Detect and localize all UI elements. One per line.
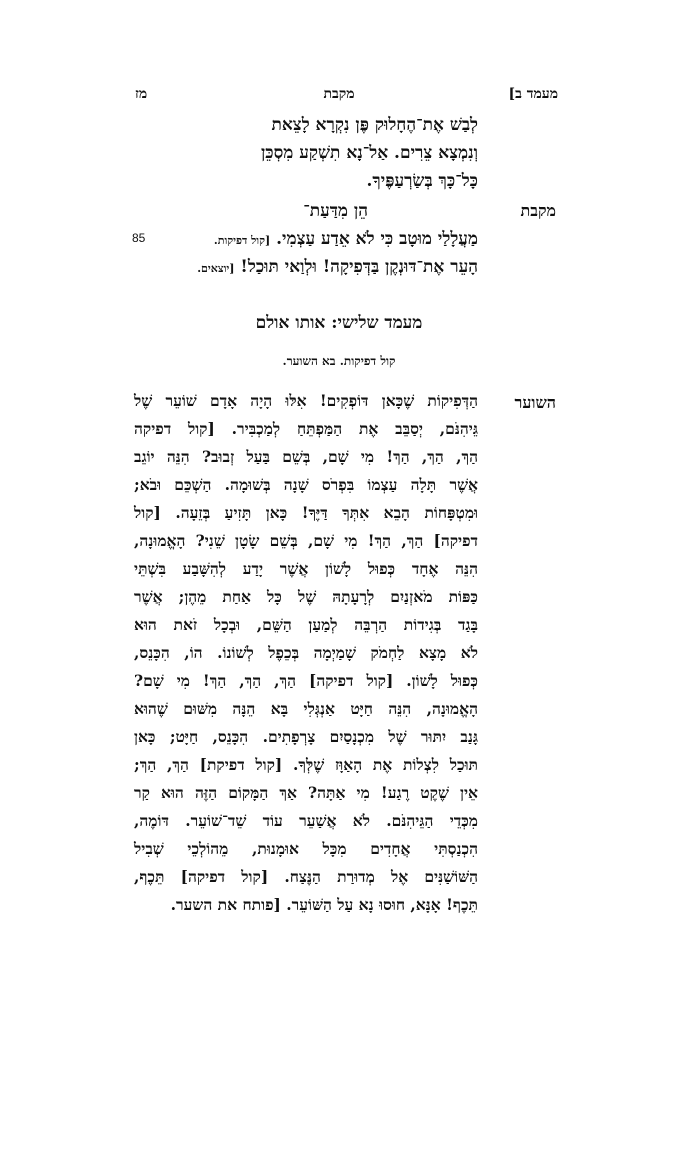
scene-title: מעמד שלישי: אותו אולם [255,313,423,333]
line-number: 85 [132,231,146,245]
prose-line: הַשּׁוֹשַׁנִּים אֶל מְדוּרַת הַנֶּצַח. [קול דפיקה] תֵּכֶף, [134,867,478,886]
verse-line: הֵן מִדַּעַת־ [303,201,368,221]
prose-line: הַדְּפִיקוֹת שֶׁכָּאן דּוֹפְקִים! אִלּוּ הָיָה אָדָם שׁוֹעֵר שֶׁל [134,391,478,410]
verse-line-85 [214,228,478,252]
prose-line: הִכְנַסְתִּי אֲחָדִים מִכָּל אוּמָנוּת, מֵהוֹלְכֵי שְׁבִיל [134,839,478,858]
prose-line: מִכְּדֵי הַגֵּיהִנֹּם. לֹא אֲשַׁעֵר עוֹד שֵׁד־שׁוֹעֵר. דּוֹמֶה, [134,811,478,830]
verse-line: לְבַשׁ אֶת־הֶחָלוּק פֶּן נִקְרָא לָצֵאת [271,115,478,135]
prose-line: כְּפוּל לָשׁוֹן. [קול דפיקה] הַךְ, הַךְ, הַךְ! מִי שָׁם? [134,671,478,690]
prose-line: גָּנַב יִתּוּר שֶׁל מִכְנָסַיִם צָרְפָתִים. הִכָּנֵס, חַיָּט; כָּאן [134,727,478,746]
speaker-label: השוער [514,393,556,412]
verse-line [197,256,478,280]
verse-text: הָעֵר אֶת־דּוּנְקֶן בַּדְּפִיקָה! וּלְוַאי תּוּכַל! [240,257,478,277]
prose-line: גֵּיהִנֹּם, יְסַבֵּב אֶת הַמַּפְתֵּחַ לְמַכְבִּיר. [קול דפיקה [134,419,478,438]
prose-line: לֹא מָצָא לַחְמֹק שָׁמַיְמָה בְּכֵפֶל לְשׁוֹנוֹ. הוֹ, הִכָּנֵס, [134,643,478,662]
prose-line: תּוּכַל לִצְלוֹת אֶת הָאַוָּז שֶׁלְּךָ. [קול דפיקת] הַךְ, הַךְ; [134,755,478,774]
prose-line: כַּפּוֹת מֹאזְנַיִם לְרָעָתָהּ שֶׁל כָּל אַחַת מֵהֶן; אֲשֶׁר [134,587,478,606]
stage-direction: [יוצאים. [197,262,235,275]
verse-line: וְנִמְצָא צֵרִים. אַל־נָא תִשְׁקַע מִסְכֵּן [260,143,478,163]
running-header-title: מקבת [323,86,355,102]
prose-line: אֵין שֶׁקֶט רֶגַע! מִי אַתָּה? אַךְ הַמָּקוֹם הַזֶּה הוּא קַר [134,783,478,802]
prose-line: בָּגַד בְּגִידוֹת הַרְבֵּה לְמַעַן הַשֵּׁם, וּבְכָל זֹאת הוּא [134,615,478,634]
stage-direction: [קול דפיקות. [213,234,271,247]
prose-line: דפיקה] הַךְ, הַךְ! מִי שָׁם, בְּשֵׁם שָׂטָן שֵׁנִי? הָאֱמוּנָה, [134,531,478,550]
speaker-label: מקבת [520,201,556,220]
scene-direction: קול דפיקות. בא השוער. [282,354,396,368]
prose-line: הִנֵּה אֶחָד כְּפוּל לָשׁוֹן אֲשֶׁר יָדַע לְהִשָּׁבַע בִּשְׁתֵּי [134,559,478,578]
prose-line: וּמִטְפָּחוֹת הָבֵא אִתְּךָ דַּיֶּךָ! כָּאן תָּזִיעַ בְּזֵעָה. [קול [134,503,478,522]
prose-line: הָאֱמוּנָה, הִנֵּה חַיָּט אַנְגְּלִי בָּא הֵנָּה מִשּׁוּם שֶׁהוּא [134,699,478,718]
verse-line: כָּל־כָּךְ בְּשַׂרְעַפֶּיךָ. [366,171,478,191]
verse-text: מַעֲלָלַי מוּטָב כִּי לֹא אֵדַע עַצְמִי. [276,229,478,249]
prose-line: הַךְ, הַךְ, הַךְ! מִי שָׁם, בְּשֵׁם בַּעַל זְבוּב? הִנֵּה יוֹגֵב [134,447,478,466]
prose-line: תֵּכֶף! אָנָּא, חוּסוּ נָא עַל הַשּׁוֹעֵר. [פותח את השער. [170,895,478,914]
page-number: מז [135,86,148,102]
running-header-section: מעמד ב] [508,86,558,102]
prose-line: אֲשֶׁר תָּלָה עַצְמוֹ בִּפְרֹס שָׁנָה בְּשׁוּמָה. הַשְׁכֵּם וּבֹא; [134,475,478,494]
